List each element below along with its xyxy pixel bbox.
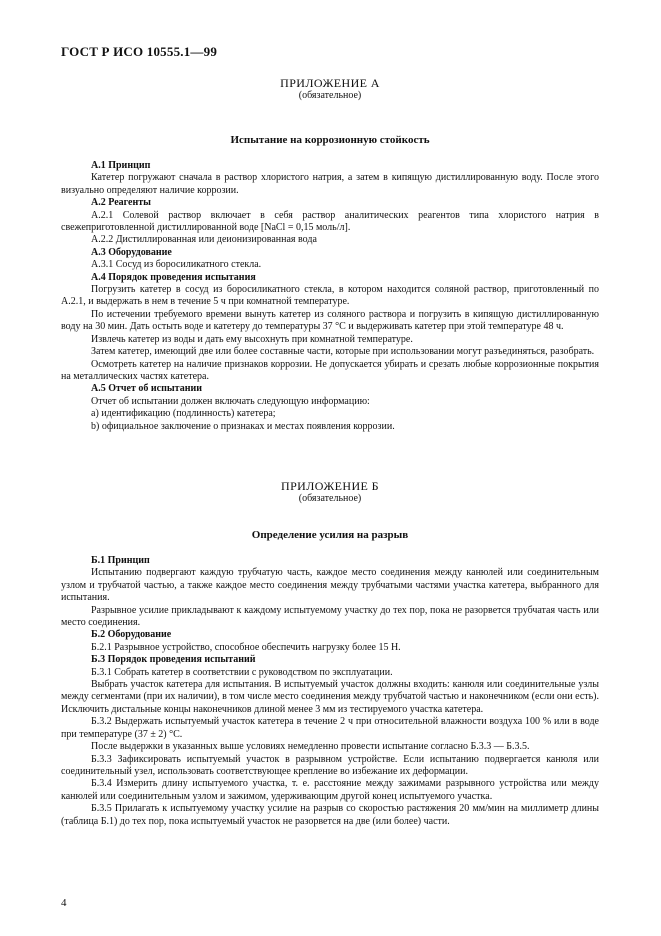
section-heading: А.4 Порядок проведения испытания <box>91 271 256 283</box>
appendix-b-title: ПРИЛОЖЕНИЕ Б <box>281 479 379 493</box>
paragraph: После выдержки в указанных выше условиях немедленно провести испытание согласно Б.3.3 — Б.3.5. <box>91 741 530 753</box>
appendix-a-title: ПРИЛОЖЕНИЕ А <box>280 76 380 90</box>
paragraph: А.2.1 Солевой раствор включает в себя раствор аналитических реагентов типа хлористого натрия в свежеприготовленной дистиллированной воде [NaCl = 0,15 моль/л]. <box>61 209 599 234</box>
standard-header: ГОСТ Р ИСО 10555.1—99 <box>61 44 218 59</box>
paragraph: А.3.1 Сосуд из боросиликатного стекла. <box>91 259 262 271</box>
section-heading: Б.3 Порядок проведения испытаний <box>91 654 256 666</box>
section-heading: А.1 Принцип <box>91 160 151 171</box>
paragraph: Разрывное усилие прикладывают к каждому испытуемому участку до тех пор, пока не разорвется трубчатая часть или место соединения. <box>61 604 599 629</box>
section-heading: А.3 Оборудование <box>91 246 172 258</box>
paragraph: Затем катетер, имеющий две или более составные части, которые при использовании могут разъединяться, разобрать. <box>91 346 595 358</box>
section-heading: А.5 Отчет об испытании <box>91 383 202 395</box>
paragraph: Б.3.5 Прилагать к испытуемому участку усилие на разрыв со скоростью растяжения 20 мм/мин на миллиметр длины (таблица Б.1) до тех пор, пока испытуемый участок не разорвется на две (или более) части. <box>61 803 599 827</box>
paragraph: Извлечь катетер из воды и дать ему высохнуть при комнатной температуре. <box>91 333 413 345</box>
list-item: а) идентификацию (подлинность) катетера; <box>91 408 276 420</box>
paragraph: Б.3.4 Измерить длину испытуемого участка, т. е. расстояние между зажимами разрывного устройства или между канюлей или соединительным узлом и зажимом, удерживающим другой конец испытуемого участка. <box>61 778 599 802</box>
paragraph: Погрузить катетер в сосуд из боросиликатного стекла, в котором находится соляной раствор, приготовленный по А.2.1, и выдержать в нем в течение 5 ч при комнатной температуре. <box>61 284 599 308</box>
paragraph: Б.3.3 Зафиксировать испытуемый участок в разрывном устройстве. Если испытанию подвергается канюля или соединительный узел, использовать соответствующее крепление во избежание их деформации. <box>61 753 599 777</box>
paragraph: Катетер погружают сначала в раствор хлористого натрия, а затем в кипящую дистиллированную воду. После этого визуально определяют наличие коррозии. <box>61 172 599 196</box>
paragraph: Б.3.2 Выдержать испытуемый участок катетера в течение 2 ч при относительной влажности воздуха 100 % или в воде при температуре (37 ± 2) °С. <box>61 716 599 740</box>
section-heading: Б.2 Оборудование <box>91 629 172 641</box>
section-heading: А.2 Реагенты <box>91 197 151 209</box>
paragraph: Выбрать участок катетера для испытания. В испытуемый участок должны входить: канюля или соединительные узлы между сегментами (при их наличии), в том числе место соединения между трубчатой частью и наконечником (если они есть). Исключить дистальные концы наконечников длиной менее 3 мм из тестируемого участка катетера. <box>61 679 600 715</box>
appendix-a-status: (обязательное) <box>298 90 362 101</box>
appendix-b-body <box>61 555 599 828</box>
paragraph: Испытанию подвергают каждую трубчатую часть, каждое место соединения между канюлей или соединительным узлом и трубчатой частью, а также каждое место соединения между трубчатыми частями участка катетера, выбранного для испытания. <box>61 567 599 604</box>
appendix-a-body <box>61 160 599 433</box>
appendix-b-heading: Определение усилия на разрыв <box>251 529 409 541</box>
paragraph: Осмотреть катетер на наличие признаков коррозии. Не допускается убирать и срезать любые коррозионные покрытия на металлических частях катетера. <box>61 358 599 382</box>
appendix-a-heading: Испытание на коррозионную стойкость <box>230 134 430 146</box>
paragraph: Отчет об испытании должен включать следующую информацию: <box>91 395 370 407</box>
paragraph: Б.2.1 Разрывное устройство, способное обеспечить нагрузку более 15 Н. <box>91 641 401 653</box>
paragraph: Б.3.1 Собрать катетер в соответствии с руководством по эксплуатации. <box>91 666 393 678</box>
paragraph: А.2.2 Дистиллированная или деионизированная вода <box>91 234 317 246</box>
list-item: b) официальное заключение о признаках и местах появления коррозии. <box>91 420 395 432</box>
paragraph: По истечении требуемого времени вынуть катетер из соляного раствора и погрузить в кипящую дистиллированную воду на 30 мин. Дать остыть воде и катетеру до температуры 37 °С и выдерживать катетер при этой температуре 48 ч. <box>61 308 599 333</box>
appendix-b-status: (обязательное) <box>298 493 362 504</box>
section-heading: Б.1 Принцип <box>91 555 150 566</box>
page-number: 4 <box>61 897 67 909</box>
